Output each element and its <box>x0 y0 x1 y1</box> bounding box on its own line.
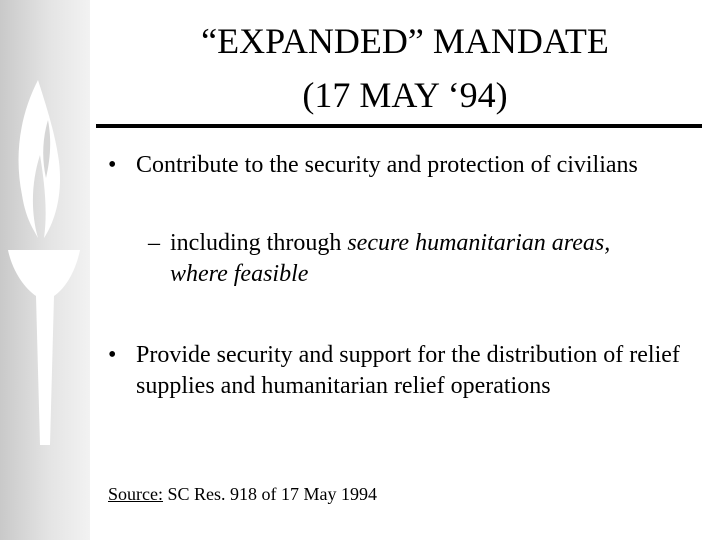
torch-icon <box>0 60 90 460</box>
slide-title: “EXPANDED” MANDATE <box>201 21 609 61</box>
source-label: Source: <box>108 484 163 504</box>
sub-bullet-prefix: including through <box>170 230 348 256</box>
source-citation <box>108 482 377 506</box>
bullet-text: Provide security and support for the distribution of relief supplies and humanitarian relief operations <box>136 342 680 399</box>
sub-bullet-dash: – <box>148 230 160 256</box>
sub-bullet-line-1 <box>170 228 610 259</box>
source-text: SC Res. 918 of 17 May 1994 <box>162 484 377 504</box>
title-divider <box>96 124 702 128</box>
slide-subtitle: (17 MAY ‘94) <box>302 75 508 115</box>
sub-bullet-emphasis-2: where feasible <box>170 261 309 287</box>
bullet-mark: • <box>108 342 117 368</box>
sub-bullet-emphasis-1: secure humanitarian areas, <box>347 230 611 256</box>
decorative-sidebar <box>0 0 90 540</box>
bullet-text: Contribute to the security and protection of civilians <box>136 152 638 178</box>
bullet-mark: • <box>108 152 117 178</box>
